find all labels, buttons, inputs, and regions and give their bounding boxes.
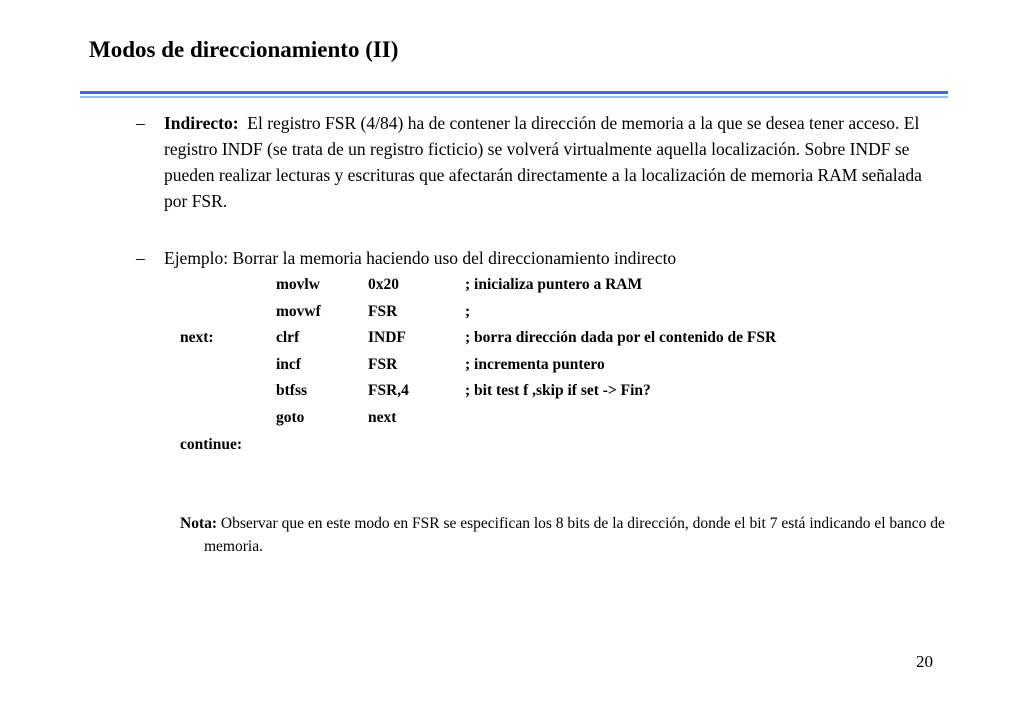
note-label: Nota:	[180, 515, 218, 532]
bullet-dash: –	[136, 248, 145, 268]
code-comment: ; bit test f ,skip if set -> Fin?	[465, 382, 651, 399]
code-op: btfss	[276, 382, 308, 399]
code-comment: ; borra dirección dada por el contenido de FSR	[465, 329, 777, 346]
code-arg: next	[368, 409, 397, 426]
bullet-example	[136, 245, 944, 271]
code-arg: FSR	[368, 356, 398, 373]
bullet-text: El registro FSR (4/84) ha de contener la dirección de memoria a la que se desea tener acceso. El registro INDF (se trata de un registro ficticio) se volverá virtualmente aquella localización. Sobre INDF se pueden realizar lecturas y escrituras que afectarán directamente a la localización de memoria RAM señalada por FSR.	[164, 113, 922, 211]
code-arg: INDF	[368, 329, 406, 346]
title-divider-light	[80, 96, 948, 98]
code-arg: FSR	[368, 303, 398, 320]
code-op: goto	[276, 409, 305, 426]
code-arg: FSR,4	[368, 382, 409, 399]
code-comment: ; incrementa puntero	[465, 356, 605, 373]
bullet-indirect	[136, 110, 944, 214]
code-op: movwf	[276, 303, 321, 320]
note-text: Observar que en este modo en FSR se especifican los 8 bits de la dirección, donde el bit 7 está indicando el banco de memoria.	[204, 515, 945, 555]
bullet-text: Ejemplo: Borrar la memoria haciendo uso del direccionamiento indirecto	[164, 248, 677, 268]
slide-title: Modos de direccionamiento (II)	[89, 37, 399, 62]
code-comment: ; inicializa puntero a RAM	[465, 276, 643, 293]
code-op: movlw	[276, 276, 320, 293]
code-op: incf	[276, 356, 301, 373]
code-arg: 0x20	[368, 276, 399, 293]
page-number: 20	[916, 652, 933, 671]
bullet-dash: –	[136, 113, 145, 133]
code-label: continue:	[180, 436, 242, 453]
code-comment: ;	[465, 303, 471, 320]
code-op: clrf	[276, 329, 300, 346]
note-paragraph	[180, 512, 964, 558]
code-label: next:	[180, 329, 214, 346]
bullet-label: Indirecto:	[164, 113, 239, 133]
